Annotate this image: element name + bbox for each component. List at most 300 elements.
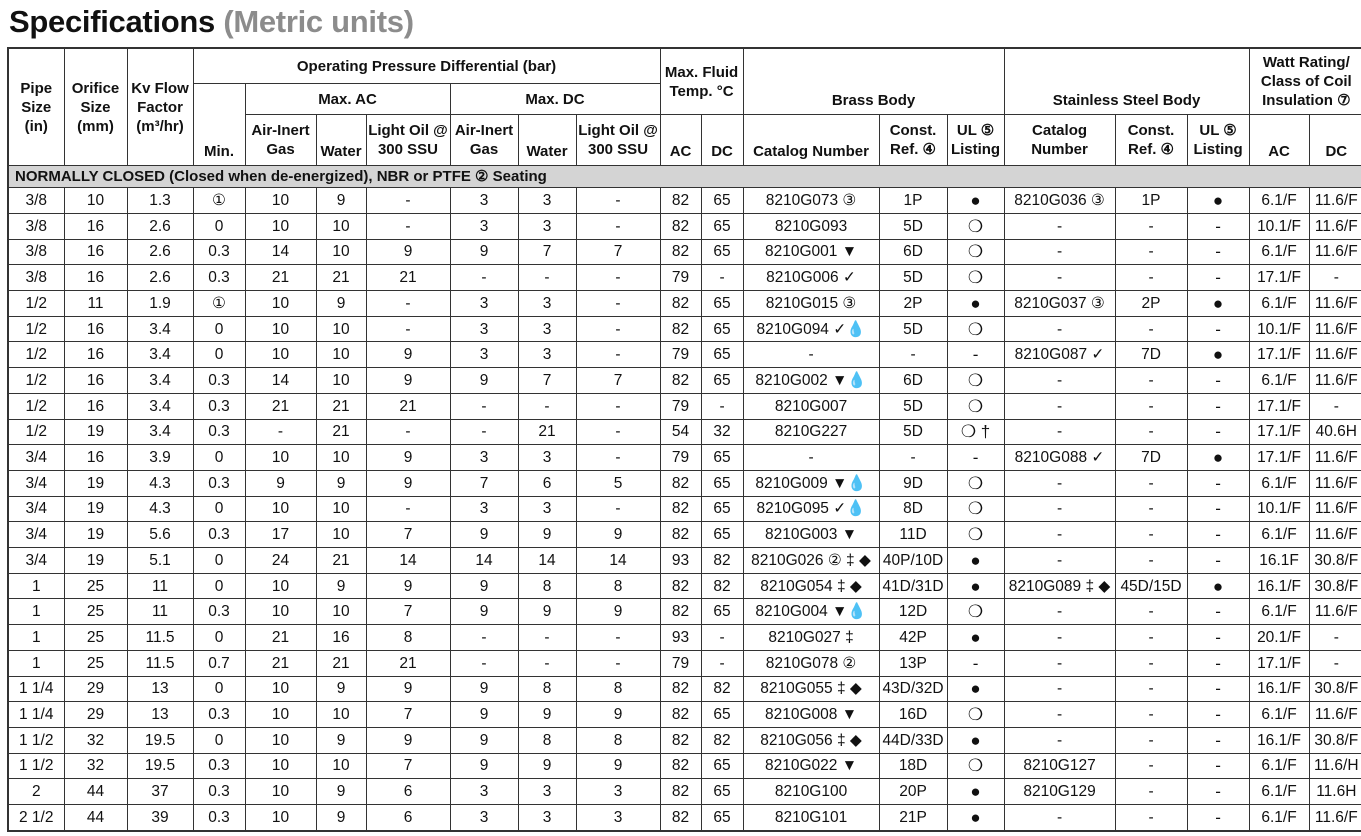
cell-ss-const-ref: -	[1115, 548, 1187, 574]
cell-min: 0.3	[193, 779, 245, 805]
cell-temp-dc: 82	[701, 676, 743, 702]
cell-ac-light-oil: -	[366, 188, 450, 214]
cell-brass-ul-listing: ●	[947, 805, 1004, 831]
cell-dc-water: 6	[518, 470, 576, 496]
cell-orifice-size: 19	[64, 548, 127, 574]
cell-watt-ac: 6.1/F	[1249, 753, 1309, 779]
header-dc-water: Water	[518, 115, 576, 166]
cell-dc-air-inert-gas: -	[450, 625, 518, 651]
cell-watt-ac: 10.1/F	[1249, 496, 1309, 522]
cell-watt-ac: 6.1/F	[1249, 702, 1309, 728]
cell-brass-catalog-number: 8210G101	[743, 805, 879, 831]
cell-ac-water: 10	[316, 753, 366, 779]
cell-min: 0	[193, 496, 245, 522]
cell-dc-light-oil: -	[576, 393, 660, 419]
cell-orifice-size: 32	[64, 727, 127, 753]
cell-watt-ac: 17.1/F	[1249, 265, 1309, 291]
cell-pipe-size: 1/2	[8, 393, 64, 419]
cell-dc-light-oil: -	[576, 188, 660, 214]
table-row	[8, 727, 1361, 753]
cell-min: 0.3	[193, 470, 245, 496]
cell-orifice-size: 25	[64, 625, 127, 651]
cell-ac-light-oil: 9	[366, 573, 450, 599]
cell-ss-catalog-number: -	[1004, 213, 1115, 239]
cell-watt-dc: 11.6/F	[1309, 805, 1361, 831]
cell-brass-catalog-number: 8210G027 ‡	[743, 625, 879, 651]
cell-ac-water: 10	[316, 239, 366, 265]
cell-brass-ul-listing: ●	[947, 727, 1004, 753]
cell-min: 0	[193, 316, 245, 342]
cell-watt-dc: 40.6H	[1309, 419, 1361, 445]
cell-ac-air-inert-gas: 10	[245, 805, 316, 831]
cell-ac-light-oil: 8	[366, 625, 450, 651]
table-row	[8, 599, 1361, 625]
cell-watt-ac: 17.1/F	[1249, 342, 1309, 368]
cell-dc-light-oil: -	[576, 650, 660, 676]
cell-watt-dc: 11.6/H	[1309, 753, 1361, 779]
cell-ac-air-inert-gas: 10	[245, 753, 316, 779]
cell-dc-air-inert-gas: 9	[450, 368, 518, 394]
cell-ss-ul-listing: -	[1187, 702, 1249, 728]
cell-brass-ul-listing: ❍	[947, 393, 1004, 419]
cell-temp-dc: 65	[701, 342, 743, 368]
table-row	[8, 290, 1361, 316]
cell-brass-const-ref: 16D	[879, 702, 947, 728]
cell-dc-air-inert-gas: 9	[450, 753, 518, 779]
cell-kv-flow: 39	[127, 805, 193, 831]
cell-pipe-size: 1/2	[8, 316, 64, 342]
header-stainless-body: Stainless Steel Body	[1004, 48, 1249, 115]
cell-temp-dc: 65	[701, 290, 743, 316]
cell-ss-const-ref: 1P	[1115, 188, 1187, 214]
cell-kv-flow: 11	[127, 599, 193, 625]
cell-dc-light-oil: 5	[576, 470, 660, 496]
cell-kv-flow: 3.9	[127, 445, 193, 471]
cell-ss-catalog-number: -	[1004, 727, 1115, 753]
cell-watt-dc: 11.6/F	[1309, 316, 1361, 342]
cell-brass-catalog-number: 8210G095 ✓💧	[743, 496, 879, 522]
cell-ss-catalog-number: -	[1004, 419, 1115, 445]
cell-kv-flow: 11.5	[127, 650, 193, 676]
cell-dc-air-inert-gas: 3	[450, 805, 518, 831]
cell-watt-dc: 30.8/F	[1309, 727, 1361, 753]
cell-brass-const-ref: 43D/32D	[879, 676, 947, 702]
cell-temp-dc: -	[701, 650, 743, 676]
cell-ss-const-ref: -	[1115, 650, 1187, 676]
cell-watt-ac: 17.1/F	[1249, 419, 1309, 445]
page-title	[9, 2, 414, 42]
cell-temp-ac: 82	[660, 316, 701, 342]
cell-temp-dc: 82	[701, 548, 743, 574]
cell-ac-water: 9	[316, 290, 366, 316]
cell-ac-light-oil: 21	[366, 393, 450, 419]
cell-brass-ul-listing: ❍	[947, 265, 1004, 291]
cell-ss-const-ref: -	[1115, 393, 1187, 419]
cell-ac-light-oil: 9	[366, 727, 450, 753]
cell-temp-dc: 65	[701, 368, 743, 394]
cell-min: 0.3	[193, 805, 245, 831]
table-row	[8, 188, 1361, 214]
cell-dc-light-oil: -	[576, 316, 660, 342]
cell-ss-const-ref: 7D	[1115, 445, 1187, 471]
cell-brass-ul-listing: ●	[947, 625, 1004, 651]
cell-ac-air-inert-gas: 21	[245, 650, 316, 676]
cell-kv-flow: 3.4	[127, 316, 193, 342]
cell-orifice-size: 19	[64, 419, 127, 445]
header-min: Min.	[193, 84, 245, 166]
header-ac-water: Water	[316, 115, 366, 166]
cell-temp-dc: -	[701, 265, 743, 291]
cell-ac-water: 9	[316, 805, 366, 831]
cell-ss-catalog-number: 8210G089 ‡ ◆	[1004, 573, 1115, 599]
cell-dc-light-oil: 7	[576, 239, 660, 265]
cell-watt-ac: 17.1/F	[1249, 445, 1309, 471]
cell-ac-light-oil: -	[366, 213, 450, 239]
cell-ac-water: 10	[316, 213, 366, 239]
cell-temp-ac: 93	[660, 548, 701, 574]
cell-ac-light-oil: -	[366, 496, 450, 522]
cell-dc-light-oil: 9	[576, 702, 660, 728]
cell-temp-ac: 82	[660, 727, 701, 753]
cell-dc-water: 8	[518, 676, 576, 702]
cell-temp-ac: 82	[660, 522, 701, 548]
cell-watt-dc: -	[1309, 393, 1361, 419]
header-ac-light-oil: Light Oil @ 300 SSU	[366, 115, 450, 166]
cell-watt-dc: 30.8/F	[1309, 573, 1361, 599]
cell-orifice-size: 19	[64, 522, 127, 548]
cell-kv-flow: 37	[127, 779, 193, 805]
cell-ac-light-oil: 21	[366, 650, 450, 676]
cell-brass-catalog-number: 8210G001 ▼	[743, 239, 879, 265]
cell-min: 0	[193, 342, 245, 368]
cell-brass-const-ref: 42P	[879, 625, 947, 651]
cell-dc-air-inert-gas: 9	[450, 702, 518, 728]
cell-brass-catalog-number: -	[743, 445, 879, 471]
cell-brass-ul-listing: ●	[947, 290, 1004, 316]
cell-brass-ul-listing: ❍ †	[947, 419, 1004, 445]
table-row	[8, 213, 1361, 239]
cell-pipe-size: 3/8	[8, 213, 64, 239]
cell-ac-air-inert-gas: 10	[245, 290, 316, 316]
cell-kv-flow: 2.6	[127, 213, 193, 239]
cell-ac-light-oil: -	[366, 419, 450, 445]
cell-ss-catalog-number: -	[1004, 676, 1115, 702]
cell-brass-catalog-number: 8210G073 ③	[743, 188, 879, 214]
cell-kv-flow: 5.1	[127, 548, 193, 574]
cell-ss-const-ref: -	[1115, 805, 1187, 831]
cell-brass-catalog-number: 8210G006 ✓	[743, 265, 879, 291]
cell-ss-catalog-number: -	[1004, 805, 1115, 831]
cell-temp-dc: 82	[701, 727, 743, 753]
table-row	[8, 805, 1361, 831]
cell-orifice-size: 25	[64, 573, 127, 599]
cell-dc-water: 14	[518, 548, 576, 574]
header-max-ac: Max. AC	[245, 84, 450, 115]
cell-dc-light-oil: -	[576, 290, 660, 316]
cell-watt-ac: 16.1F	[1249, 548, 1309, 574]
cell-pipe-size: 1	[8, 625, 64, 651]
cell-ac-air-inert-gas: 21	[245, 265, 316, 291]
cell-watt-ac: 6.1/F	[1249, 368, 1309, 394]
header-ss-catalog-number: Catalog Number	[1004, 115, 1115, 166]
cell-brass-catalog-number: 8210G015 ③	[743, 290, 879, 316]
header-dc-air-inert-gas: Air-Inert Gas	[450, 115, 518, 166]
cell-dc-air-inert-gas: 9	[450, 599, 518, 625]
cell-ac-air-inert-gas: 10	[245, 445, 316, 471]
cell-ac-air-inert-gas: 21	[245, 625, 316, 651]
cell-dc-water: 3	[518, 445, 576, 471]
header-watt-ac: AC	[1249, 115, 1309, 166]
cell-ss-const-ref: -	[1115, 265, 1187, 291]
cell-brass-ul-listing: ❍	[947, 522, 1004, 548]
cell-ss-catalog-number: 8210G036 ③	[1004, 188, 1115, 214]
cell-dc-water: 9	[518, 702, 576, 728]
cell-dc-water: 3	[518, 316, 576, 342]
header-ac-air-inert-gas: Air-Inert Gas	[245, 115, 316, 166]
cell-dc-water: 7	[518, 368, 576, 394]
cell-temp-dc: 32	[701, 419, 743, 445]
cell-dc-air-inert-gas: 3	[450, 316, 518, 342]
cell-brass-catalog-number: 8210G054 ‡ ◆	[743, 573, 879, 599]
cell-ac-light-oil: 21	[366, 265, 450, 291]
cell-ac-water: 21	[316, 650, 366, 676]
cell-brass-const-ref: 40P/10D	[879, 548, 947, 574]
title-units: (Metric units)	[223, 4, 414, 39]
cell-brass-const-ref: 41D/31D	[879, 573, 947, 599]
cell-brass-catalog-number: 8210G002 ▼💧	[743, 368, 879, 394]
cell-ac-water: 10	[316, 496, 366, 522]
cell-dc-water: 8	[518, 727, 576, 753]
cell-temp-dc: 65	[701, 702, 743, 728]
cell-ac-water: 10	[316, 368, 366, 394]
cell-watt-dc: 30.8/F	[1309, 548, 1361, 574]
cell-brass-const-ref: -	[879, 445, 947, 471]
cell-temp-dc: 65	[701, 213, 743, 239]
cell-ss-const-ref: -	[1115, 727, 1187, 753]
cell-ac-light-oil: 7	[366, 753, 450, 779]
cell-dc-light-oil: -	[576, 625, 660, 651]
cell-pipe-size: 1/2	[8, 342, 64, 368]
cell-dc-light-oil: -	[576, 419, 660, 445]
cell-ss-const-ref: -	[1115, 522, 1187, 548]
cell-temp-dc: -	[701, 625, 743, 651]
cell-temp-ac: 82	[660, 368, 701, 394]
cell-min: 0	[193, 625, 245, 651]
cell-kv-flow: 11.5	[127, 625, 193, 651]
cell-ac-air-inert-gas: 10	[245, 342, 316, 368]
cell-pipe-size: 1/2	[8, 290, 64, 316]
cell-brass-catalog-number: 8210G100	[743, 779, 879, 805]
cell-min: 0.3	[193, 265, 245, 291]
cell-watt-ac: 17.1/F	[1249, 650, 1309, 676]
cell-temp-ac: 82	[660, 779, 701, 805]
cell-orifice-size: 16	[64, 445, 127, 471]
cell-dc-air-inert-gas: 3	[450, 342, 518, 368]
cell-ss-catalog-number: -	[1004, 599, 1115, 625]
cell-watt-ac: 6.1/F	[1249, 188, 1309, 214]
cell-ss-const-ref: -	[1115, 368, 1187, 394]
cell-watt-dc: 11.6/F	[1309, 496, 1361, 522]
cell-brass-const-ref: 20P	[879, 779, 947, 805]
cell-pipe-size: 1/2	[8, 419, 64, 445]
cell-dc-water: 9	[518, 753, 576, 779]
cell-ac-light-oil: 9	[366, 470, 450, 496]
cell-pipe-size: 3/8	[8, 265, 64, 291]
cell-ss-catalog-number: -	[1004, 522, 1115, 548]
cell-ss-ul-listing: -	[1187, 316, 1249, 342]
cell-dc-light-oil: -	[576, 265, 660, 291]
cell-dc-light-oil: 8	[576, 676, 660, 702]
cell-min: 0	[193, 445, 245, 471]
cell-ac-air-inert-gas: 9	[245, 470, 316, 496]
cell-pipe-size: 1 1/4	[8, 676, 64, 702]
cell-watt-dc: 11.6/F	[1309, 213, 1361, 239]
cell-temp-ac: 79	[660, 265, 701, 291]
cell-ac-light-oil: 14	[366, 548, 450, 574]
cell-ss-catalog-number: -	[1004, 239, 1115, 265]
cell-orifice-size: 10	[64, 188, 127, 214]
cell-watt-dc: 11.6/F	[1309, 188, 1361, 214]
cell-brass-catalog-number: 8210G009 ▼💧	[743, 470, 879, 496]
cell-brass-catalog-number: 8210G007	[743, 393, 879, 419]
cell-dc-light-oil: 3	[576, 805, 660, 831]
cell-kv-flow: 3.4	[127, 342, 193, 368]
cell-brass-const-ref: -	[879, 342, 947, 368]
cell-min: 0.3	[193, 599, 245, 625]
cell-brass-ul-listing: ●	[947, 188, 1004, 214]
header-max-fluid-temp: Max. Fluid Temp. °C	[660, 48, 743, 115]
cell-orifice-size: 44	[64, 779, 127, 805]
cell-dc-water: -	[518, 625, 576, 651]
cell-ss-const-ref: -	[1115, 676, 1187, 702]
cell-dc-light-oil: 9	[576, 599, 660, 625]
cell-ss-ul-listing: -	[1187, 650, 1249, 676]
cell-dc-water: -	[518, 393, 576, 419]
cell-ac-air-inert-gas: 10	[245, 213, 316, 239]
cell-ss-catalog-number: 8210G088 ✓	[1004, 445, 1115, 471]
table-row	[8, 779, 1361, 805]
cell-ac-light-oil: 6	[366, 779, 450, 805]
cell-ss-const-ref: -	[1115, 702, 1187, 728]
cell-brass-const-ref: 13P	[879, 650, 947, 676]
table-row	[8, 239, 1361, 265]
cell-dc-water: 8	[518, 573, 576, 599]
cell-watt-dc: 11.6/F	[1309, 599, 1361, 625]
cell-kv-flow: 2.6	[127, 239, 193, 265]
cell-ss-const-ref: -	[1115, 599, 1187, 625]
cell-ss-ul-listing: -	[1187, 239, 1249, 265]
cell-temp-dc: 65	[701, 779, 743, 805]
cell-orifice-size: 16	[64, 316, 127, 342]
cell-ss-catalog-number: 8210G129	[1004, 779, 1115, 805]
cell-dc-water: 3	[518, 290, 576, 316]
cell-temp-ac: 82	[660, 573, 701, 599]
header-brass-body: Brass Body	[743, 48, 1004, 115]
cell-ac-light-oil: 9	[366, 239, 450, 265]
cell-ac-water: 21	[316, 419, 366, 445]
header-brass-const-ref: Const. Ref. ④	[879, 115, 947, 166]
cell-ss-const-ref: -	[1115, 239, 1187, 265]
cell-watt-dc: 11.6/F	[1309, 445, 1361, 471]
cell-watt-ac: 20.1/F	[1249, 625, 1309, 651]
cell-ss-catalog-number: -	[1004, 625, 1115, 651]
cell-ss-const-ref: -	[1115, 753, 1187, 779]
cell-orifice-size: 11	[64, 290, 127, 316]
cell-ss-ul-listing: ●	[1187, 573, 1249, 599]
cell-ss-catalog-number: -	[1004, 548, 1115, 574]
cell-dc-water: -	[518, 265, 576, 291]
cell-temp-ac: 82	[660, 702, 701, 728]
cell-ss-ul-listing: -	[1187, 779, 1249, 805]
cell-brass-const-ref: 5D	[879, 265, 947, 291]
cell-brass-catalog-number: 8210G093	[743, 213, 879, 239]
cell-dc-light-oil: -	[576, 445, 660, 471]
cell-dc-water: 7	[518, 239, 576, 265]
cell-min: 0	[193, 573, 245, 599]
cell-ss-ul-listing: -	[1187, 676, 1249, 702]
cell-temp-ac: 79	[660, 393, 701, 419]
cell-ss-ul-listing: -	[1187, 727, 1249, 753]
header-kv-flow: Kv Flow Factor (m³/hr)	[127, 48, 193, 166]
cell-watt-ac: 6.1/F	[1249, 599, 1309, 625]
cell-temp-dc: 65	[701, 805, 743, 831]
cell-ss-catalog-number: 8210G127	[1004, 753, 1115, 779]
header-pipe-size: Pipe Size (in)	[8, 48, 64, 166]
header-operating-pressure: Operating Pressure Differential (bar)	[193, 48, 660, 84]
cell-ss-ul-listing: -	[1187, 393, 1249, 419]
cell-ss-const-ref: 45D/15D	[1115, 573, 1187, 599]
table-row	[8, 753, 1361, 779]
cell-ac-light-oil: 9	[366, 445, 450, 471]
cell-ac-light-oil: 7	[366, 522, 450, 548]
cell-watt-ac: 10.1/F	[1249, 316, 1309, 342]
cell-pipe-size: 3/8	[8, 188, 64, 214]
table-row	[8, 368, 1361, 394]
cell-watt-ac: 6.1/F	[1249, 470, 1309, 496]
cell-ac-air-inert-gas: 10	[245, 188, 316, 214]
cell-dc-light-oil: 8	[576, 727, 660, 753]
cell-kv-flow: 19.5	[127, 753, 193, 779]
cell-dc-air-inert-gas: 9	[450, 522, 518, 548]
cell-pipe-size: 3/4	[8, 445, 64, 471]
cell-ac-water: 9	[316, 779, 366, 805]
cell-pipe-size: 3/4	[8, 548, 64, 574]
cell-min: 0	[193, 676, 245, 702]
cell-ac-light-oil: 6	[366, 805, 450, 831]
cell-kv-flow: 3.4	[127, 393, 193, 419]
cell-dc-light-oil: 8	[576, 573, 660, 599]
cell-brass-catalog-number: 8210G008 ▼	[743, 702, 879, 728]
cell-watt-ac: 6.1/F	[1249, 805, 1309, 831]
cell-dc-light-oil: -	[576, 213, 660, 239]
cell-ss-catalog-number: -	[1004, 650, 1115, 676]
cell-ac-water: 10	[316, 599, 366, 625]
cell-dc-water: 3	[518, 213, 576, 239]
cell-temp-dc: 65	[701, 239, 743, 265]
cell-kv-flow: 1.9	[127, 290, 193, 316]
cell-orifice-size: 32	[64, 753, 127, 779]
cell-ss-const-ref: -	[1115, 496, 1187, 522]
cell-ac-light-oil: 9	[366, 676, 450, 702]
cell-brass-catalog-number: 8210G003 ▼	[743, 522, 879, 548]
cell-dc-air-inert-gas: 14	[450, 548, 518, 574]
cell-ss-ul-listing: -	[1187, 548, 1249, 574]
cell-min: 0	[193, 213, 245, 239]
header-max-dc: Max. DC	[450, 84, 660, 115]
cell-kv-flow: 11	[127, 573, 193, 599]
cell-ac-water: 21	[316, 393, 366, 419]
cell-temp-ac: 82	[660, 496, 701, 522]
